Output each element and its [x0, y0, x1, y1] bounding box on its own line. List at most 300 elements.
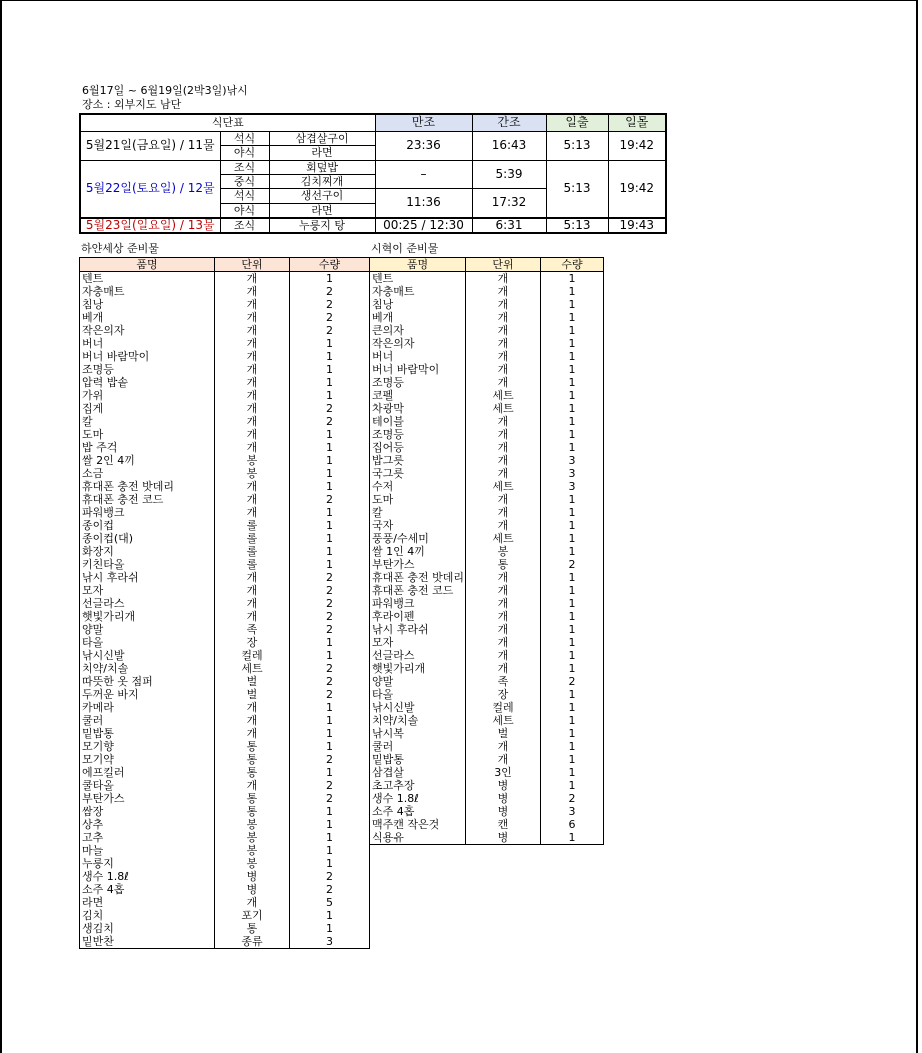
cell-qty: 1 — [541, 740, 604, 753]
cell-item: 화장지 — [80, 545, 215, 558]
cell-qty: 1 — [541, 779, 604, 792]
cell-qty: 3 — [541, 454, 604, 467]
cell-unit: 개 — [215, 311, 290, 324]
day1-label: 5월21일(금요일) / 11물 — [80, 131, 220, 160]
table-row — [370, 636, 604, 649]
cell-qty: 2 — [290, 623, 370, 636]
cell-unit: 개 — [215, 610, 290, 623]
cell-item: 조명등 — [370, 376, 466, 389]
table-row — [80, 896, 370, 909]
cell-qty: 2 — [290, 298, 370, 311]
cell-item: 집어등 — [370, 441, 466, 454]
table-row — [370, 584, 604, 597]
cell-unit: 개 — [466, 337, 541, 350]
day3-sunrise: 5:13 — [546, 218, 608, 233]
cell-qty: 1 — [541, 519, 604, 532]
cell-item: 키친타올 — [80, 558, 215, 571]
cell-unit: 개 — [466, 298, 541, 311]
table-row — [80, 883, 370, 896]
cell-unit: 통 — [215, 792, 290, 805]
cell-qty: 1 — [541, 584, 604, 597]
table-row — [370, 363, 604, 376]
cell-unit: 봉 — [215, 857, 290, 870]
cell-item: 버너 — [370, 350, 466, 363]
cell-unit: 개 — [215, 337, 290, 350]
day1-sunset: 19:42 — [608, 131, 666, 160]
cell-item: 칼 — [370, 506, 466, 519]
cell-item: 조명등 — [80, 363, 215, 376]
table-row — [80, 805, 370, 818]
day2-sunset: 19:42 — [608, 160, 666, 218]
table-row — [370, 493, 604, 506]
cell-qty: 1 — [541, 350, 604, 363]
cell-unit: 봉 — [215, 454, 290, 467]
cell-unit: 병 — [215, 870, 290, 883]
cell-item: 낚시신발 — [80, 649, 215, 662]
cell-unit: 개 — [466, 584, 541, 597]
table-row — [80, 792, 370, 805]
list-b-title: 시혁이 준비물 — [371, 242, 439, 255]
cell-item: 부탄가스 — [370, 558, 466, 571]
meal-type: 야식 — [220, 203, 269, 218]
cell-item: 낚시 후라쉬 — [80, 571, 215, 584]
cell-unit: 롤 — [215, 532, 290, 545]
cell-item: 햇빛가리개 — [370, 662, 466, 675]
cell-qty: 2 — [290, 493, 370, 506]
day2-low-tide-1: 5:39 — [472, 160, 546, 188]
header-item: 품명 — [80, 258, 215, 272]
cell-item: 김치 — [80, 909, 215, 922]
cell-unit: 병 — [466, 805, 541, 818]
cell-qty: 1 — [541, 415, 604, 428]
cell-item: 밥 주걱 — [80, 441, 215, 454]
cell-item: 모기향 — [80, 740, 215, 753]
cell-item: 밑반찬 — [80, 935, 215, 949]
cell-unit: 봉 — [215, 844, 290, 857]
cell-unit: 개 — [215, 285, 290, 298]
cell-qty: 3 — [541, 805, 604, 818]
cell-unit: 개 — [466, 285, 541, 298]
cell-unit: 세트 — [466, 714, 541, 727]
cell-item: 텐트 — [370, 272, 466, 286]
table-row — [80, 532, 370, 545]
cell-item: 초고추장 — [370, 779, 466, 792]
cell-unit: 개 — [466, 649, 541, 662]
table-row — [80, 844, 370, 857]
table-row — [80, 688, 370, 701]
cell-unit: 개 — [466, 662, 541, 675]
cell-item: 모기약 — [80, 753, 215, 766]
table-row — [80, 727, 370, 740]
cell-item: 소주 4홉 — [370, 805, 466, 818]
table-row — [370, 545, 604, 558]
cell-item: 자충매트 — [370, 285, 466, 298]
table-row — [370, 597, 604, 610]
table-row — [370, 428, 604, 441]
cell-unit: 개 — [215, 415, 290, 428]
cell-unit: 개 — [466, 454, 541, 467]
table-row — [80, 337, 370, 350]
cell-qty: 2 — [290, 675, 370, 688]
cell-item: 차광막 — [370, 402, 466, 415]
cell-unit: 개 — [466, 623, 541, 636]
cell-unit: 세트 — [466, 480, 541, 493]
cell-qty: 1 — [541, 298, 604, 311]
cell-qty: 1 — [541, 337, 604, 350]
cell-item: 버너 바람막이 — [80, 350, 215, 363]
cell-item: 누룽지 — [80, 857, 215, 870]
table-row — [80, 363, 370, 376]
meal-dish: 누룽지 탕 — [269, 218, 375, 233]
cell-qty: 1 — [290, 649, 370, 662]
cell-item: 코펠 — [370, 389, 466, 402]
cell-unit: 개 — [466, 311, 541, 324]
cell-item: 풍풍/수세미 — [370, 532, 466, 545]
cell-qty: 2 — [541, 558, 604, 571]
table-row — [80, 571, 370, 584]
table-row — [370, 272, 604, 286]
table-row — [370, 480, 604, 493]
table-row — [80, 636, 370, 649]
cell-qty: 1 — [541, 597, 604, 610]
cell-qty: 1 — [290, 909, 370, 922]
cell-qty: 1 — [290, 857, 370, 870]
cell-qty: 1 — [290, 844, 370, 857]
cell-item: 양말 — [80, 623, 215, 636]
table-row — [80, 480, 370, 493]
cell-qty: 1 — [541, 311, 604, 324]
cell-item: 밥그릇 — [370, 454, 466, 467]
table-row — [370, 714, 604, 727]
cell-item: 생수 1.8ℓ — [370, 792, 466, 805]
cell-unit: 통 — [215, 922, 290, 935]
cell-qty: 1 — [541, 636, 604, 649]
meal-type: 조식 — [220, 218, 269, 233]
cell-qty: 1 — [290, 454, 370, 467]
table-row — [370, 376, 604, 389]
table-row — [80, 649, 370, 662]
cell-qty: 2 — [290, 597, 370, 610]
cell-unit: 개 — [466, 272, 541, 286]
table-row — [80, 376, 370, 389]
cell-qty: 1 — [290, 532, 370, 545]
cell-item: 압력 밥솥 — [80, 376, 215, 389]
cell-unit: 개 — [215, 506, 290, 519]
supply-list-b — [369, 257, 604, 845]
cell-item: 칼 — [80, 415, 215, 428]
cell-unit: 개 — [215, 298, 290, 311]
cell-qty: 2 — [290, 415, 370, 428]
meal-dish: 삼겹살구이 — [269, 131, 375, 146]
table-row — [370, 402, 604, 415]
cell-item: 파워뱅크 — [370, 597, 466, 610]
meal-type: 야식 — [220, 146, 269, 161]
cell-qty: 2 — [290, 792, 370, 805]
cell-unit: 개 — [466, 506, 541, 519]
table-row — [370, 506, 604, 519]
cell-unit: 개 — [466, 610, 541, 623]
cell-qty: 1 — [290, 272, 370, 286]
day2-high-tide-1: – — [375, 160, 472, 188]
cell-unit: 개 — [215, 441, 290, 454]
cell-qty: 1 — [541, 376, 604, 389]
cell-qty: 1 — [541, 506, 604, 519]
meal-dish: 라면 — [269, 203, 375, 218]
day2-label: 5월22일(토요일) / 12물 — [80, 160, 220, 218]
cell-item: 휴대폰 충전 코드 — [80, 493, 215, 506]
cell-qty: 1 — [541, 753, 604, 766]
cell-item: 쿨타올 — [80, 779, 215, 792]
cell-item: 텐트 — [80, 272, 215, 286]
table-row — [80, 675, 370, 688]
list-a-title: 하얀세상 준비물 — [81, 242, 159, 255]
cell-qty: 1 — [541, 701, 604, 714]
cell-qty: 1 — [290, 740, 370, 753]
cell-unit: 병 — [466, 792, 541, 805]
cell-item: 침낭 — [80, 298, 215, 311]
day3-label: 5월23일(일요일) / 13물 — [80, 218, 220, 233]
cell-unit: 개 — [215, 727, 290, 740]
table-row — [370, 623, 604, 636]
cell-unit: 개 — [466, 441, 541, 454]
cell-item: 소주 4홉 — [80, 883, 215, 896]
cell-item: 낚시 후라쉬 — [370, 623, 466, 636]
cell-item: 모자 — [370, 636, 466, 649]
cell-qty: 1 — [541, 688, 604, 701]
cell-qty: 2 — [290, 779, 370, 792]
header-item: 품명 — [370, 258, 466, 272]
cell-unit: 개 — [215, 363, 290, 376]
table-row — [80, 467, 370, 480]
cell-unit: 캔 — [466, 818, 541, 831]
day3-sunset: 19:43 — [608, 218, 666, 233]
cell-unit: 컬레 — [215, 649, 290, 662]
cell-qty: 2 — [541, 675, 604, 688]
meal-type: 석식 — [220, 188, 269, 203]
cell-unit: 개 — [215, 896, 290, 909]
cell-item: 작은의자 — [80, 324, 215, 337]
cell-unit: 개 — [215, 584, 290, 597]
table-row — [370, 675, 604, 688]
cell-unit: 통 — [215, 753, 290, 766]
cell-unit: 개 — [215, 350, 290, 363]
table-row — [370, 727, 604, 740]
cell-unit: 병 — [466, 831, 541, 845]
cell-unit: 개 — [215, 597, 290, 610]
cell-item: 베개 — [370, 311, 466, 324]
cell-qty: 1 — [541, 571, 604, 584]
cell-qty: 1 — [541, 532, 604, 545]
table-row — [80, 558, 370, 571]
cell-item: 종이컵 — [80, 519, 215, 532]
cell-qty: 1 — [290, 922, 370, 935]
table-row — [80, 298, 370, 311]
header-unit: 단위 — [215, 258, 290, 272]
cell-item: 수저 — [370, 480, 466, 493]
cell-qty: 1 — [541, 649, 604, 662]
meal-type: 조식 — [220, 160, 269, 174]
cell-unit: 병 — [215, 883, 290, 896]
meal-type: 중식 — [220, 174, 269, 188]
table-row — [80, 272, 370, 286]
table-row — [80, 766, 370, 779]
cell-qty: 1 — [290, 545, 370, 558]
cell-qty: 1 — [541, 402, 604, 415]
cell-item: 부탄가스 — [80, 792, 215, 805]
cell-item: 에프킬러 — [80, 766, 215, 779]
cell-qty: 1 — [541, 610, 604, 623]
cell-qty: 1 — [541, 285, 604, 298]
day2-sunrise: 5:13 — [546, 160, 608, 218]
cell-unit: 세트 — [466, 532, 541, 545]
cell-qty: 1 — [290, 441, 370, 454]
cell-item: 가위 — [80, 389, 215, 402]
table-row — [80, 506, 370, 519]
cell-qty: 1 — [290, 519, 370, 532]
day1-low-tide: 16:43 — [472, 131, 546, 160]
table-row — [370, 753, 604, 766]
cell-item: 타올 — [80, 636, 215, 649]
cell-unit: 개 — [466, 519, 541, 532]
table-row — [80, 831, 370, 844]
table-row — [80, 909, 370, 922]
meal-dish: 회덮밥 — [269, 160, 375, 174]
cell-item: 국자 — [370, 519, 466, 532]
cell-qty: 1 — [290, 389, 370, 402]
cell-item: 도마 — [80, 428, 215, 441]
cell-unit: 개 — [466, 428, 541, 441]
cell-unit: 롤 — [215, 558, 290, 571]
cell-unit: 개 — [215, 714, 290, 727]
table-row — [80, 350, 370, 363]
table-row — [80, 779, 370, 792]
cell-qty: 2 — [290, 688, 370, 701]
table-row — [370, 519, 604, 532]
table-row — [80, 493, 370, 506]
table-row — [80, 584, 370, 597]
cell-unit: 개 — [215, 428, 290, 441]
cell-unit: 개 — [466, 467, 541, 480]
cell-item: 휴대폰 충전 밧데리 — [80, 480, 215, 493]
cell-item: 쌀 1인 4끼 — [370, 545, 466, 558]
cell-item: 자충매트 — [80, 285, 215, 298]
cell-unit: 통 — [215, 805, 290, 818]
cell-qty: 1 — [290, 805, 370, 818]
table-row — [80, 753, 370, 766]
table-row — [80, 285, 370, 298]
cell-item: 상추 — [80, 818, 215, 831]
header-qty: 수량 — [290, 258, 370, 272]
cell-item: 치약/치솔 — [370, 714, 466, 727]
cell-qty: 1 — [541, 766, 604, 779]
day3-low-tide: 6:31 — [472, 218, 546, 233]
cell-unit: 개 — [466, 636, 541, 649]
cell-qty: 1 — [541, 272, 604, 286]
cell-unit: 개 — [466, 571, 541, 584]
cell-qty: 1 — [541, 727, 604, 740]
table-row — [370, 792, 604, 805]
cell-item: 국그릇 — [370, 467, 466, 480]
cell-unit: 개 — [215, 493, 290, 506]
cell-item: 조명등 — [370, 428, 466, 441]
cell-qty: 1 — [541, 493, 604, 506]
cell-unit: 통 — [215, 740, 290, 753]
cell-item: 낚시복 — [370, 727, 466, 740]
cell-item: 소금 — [80, 467, 215, 480]
cell-qty: 1 — [290, 701, 370, 714]
cell-qty: 1 — [290, 818, 370, 831]
high-tide-header: 만조 — [375, 114, 472, 131]
cell-unit: 롤 — [215, 545, 290, 558]
cell-item: 큰의자 — [370, 324, 466, 337]
cell-item: 삼겹살 — [370, 766, 466, 779]
cell-item: 생김치 — [80, 922, 215, 935]
cell-item: 종이컵(대) — [80, 532, 215, 545]
day1-high-tide: 23:36 — [375, 131, 472, 160]
table-row — [80, 428, 370, 441]
table-row — [80, 740, 370, 753]
cell-qty: 1 — [290, 350, 370, 363]
cell-item: 도마 — [370, 493, 466, 506]
table-row — [80, 701, 370, 714]
schedule-table — [79, 113, 667, 234]
cell-qty: 2 — [290, 311, 370, 324]
cell-item: 작은의자 — [370, 337, 466, 350]
cell-qty: 1 — [541, 324, 604, 337]
table-row — [370, 831, 604, 845]
cell-unit: 병 — [466, 779, 541, 792]
cell-item: 집게 — [80, 402, 215, 415]
cell-qty: 1 — [290, 766, 370, 779]
cell-qty: 2 — [290, 285, 370, 298]
table-row — [370, 298, 604, 311]
cell-unit: 세트 — [466, 402, 541, 415]
table-row — [370, 454, 604, 467]
cell-qty: 2 — [290, 662, 370, 675]
cell-unit: 족 — [466, 675, 541, 688]
list-header-row — [80, 258, 370, 272]
cell-item: 모자 — [80, 584, 215, 597]
table-row — [370, 779, 604, 792]
cell-qty: 2 — [290, 584, 370, 597]
cell-qty: 6 — [541, 818, 604, 831]
cell-item: 후라이펜 — [370, 610, 466, 623]
cell-item: 침낭 — [370, 298, 466, 311]
table-row — [370, 467, 604, 480]
cell-qty: 1 — [541, 363, 604, 376]
cell-item: 휴대폰 충전 코드 — [370, 584, 466, 597]
cell-item: 쿨러 — [370, 740, 466, 753]
header-qty: 수량 — [541, 258, 604, 272]
table-row — [370, 337, 604, 350]
cell-qty: 1 — [290, 363, 370, 376]
cell-qty: 1 — [541, 428, 604, 441]
cell-unit: 종류 — [215, 935, 290, 949]
cell-item: 쌀 2인 4끼 — [80, 454, 215, 467]
cell-item: 버너 — [80, 337, 215, 350]
table-row — [80, 597, 370, 610]
cell-item: 밑밥통 — [80, 727, 215, 740]
supply-list-a — [79, 257, 370, 949]
table-row — [370, 805, 604, 818]
cell-unit: 봉 — [466, 545, 541, 558]
table-row — [80, 389, 370, 402]
cell-item: 두꺼운 바지 — [80, 688, 215, 701]
cell-item: 햇빛가리개 — [80, 610, 215, 623]
cell-qty: 3 — [290, 935, 370, 949]
day2-low-tide-2: 17:32 — [472, 188, 546, 218]
cell-item: 쌈장 — [80, 805, 215, 818]
